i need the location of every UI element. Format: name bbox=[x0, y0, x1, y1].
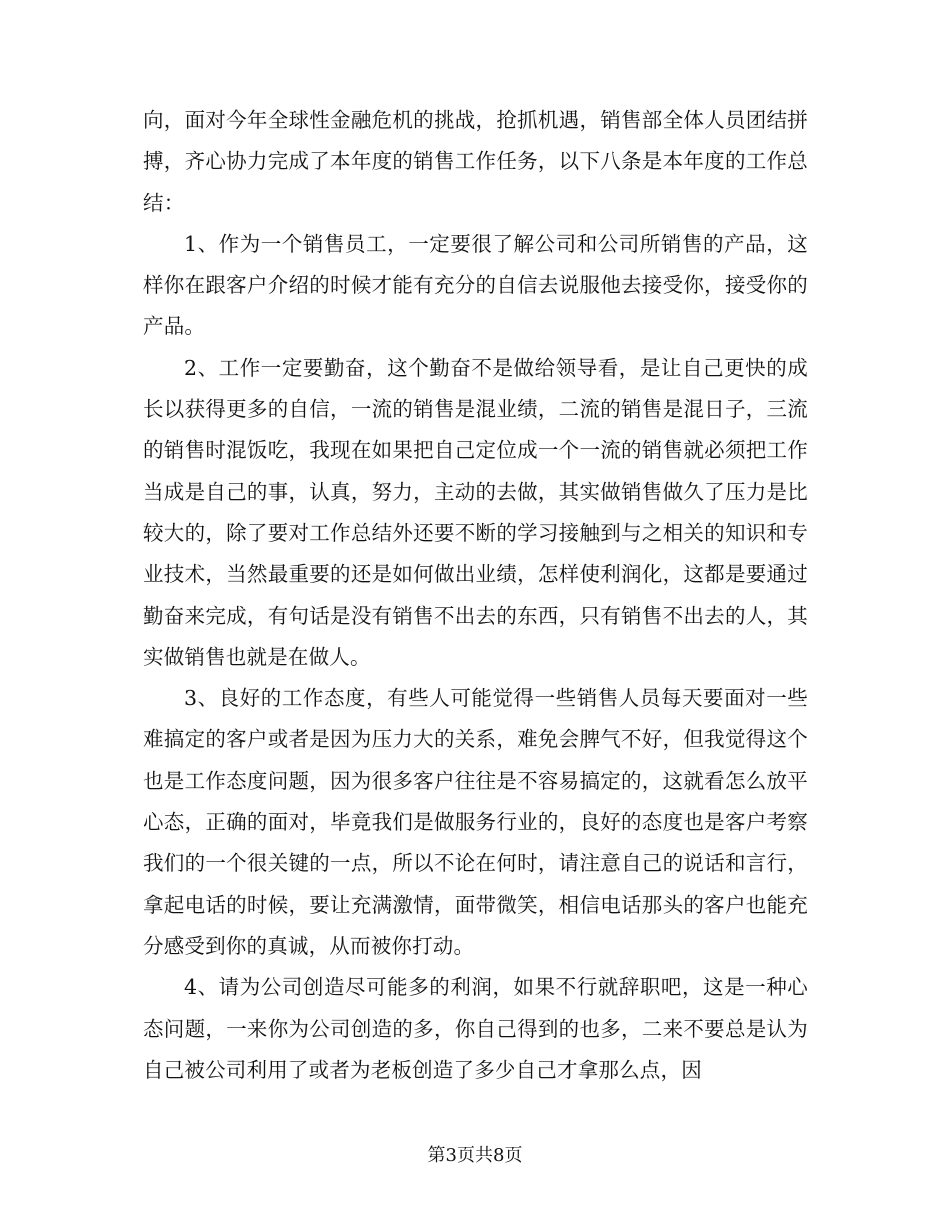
paragraph-point-4: 4、请为公司创造尽可能多的利润，如果不行就辞职吧，这是一种心态问题，一来你为公司创造的多，你自己得到的也多，二来不要总是认为自己被公司利用了或者为老板创造了多少自己才拿那么点，因 bbox=[143, 975, 808, 1082]
paragraph-point-3: 3、良好的工作态度，有些人可能觉得一些销售人员每天要面对一些难搞定的客户或者是因为压力大的关系，难免会脾气不好，但我觉得这个也是工作态度问题，因为很多客户往往是不容易搞定的，这就看怎么放平心态，正确的面对，毕竟我们是做服务行业的，良好的态度也是客户考察我们的一个很关键的一点，所以不论在何时，请注意自己的说话和言行，拿起电话的时候，要让充满激情，面带微笑，相信电话那头的客户也能充分感受到你的真诚，从而被你打动。 bbox=[143, 686, 808, 958]
page-number-footer: 第3页共8页 bbox=[427, 1145, 523, 1166]
paragraph-point-1: 1、作为一个销售员工，一定要很了解公司和公司所销售的产品，这样你在跟客户介绍的时候才能有充分的自信去说服他去接受你，接受你的产品。 bbox=[143, 231, 808, 339]
paragraph-point-2: 2、工作一定要勤奋，这个勤奋不是做给领导看，是让自己更快的成长以获得更多的自信，一流的销售是混业绩，二流的销售是混日子，三流的销售时混饭吃，我现在如果把自己定位成一个一流的销售就必须把工作当成是自己的事，认真，努力，主动的去做，其实做销售做久了压力是比较大的，除了要对工作总结外还要不断的学习接触到与之相关的知识和专业技术，当然最重要的还是如何做出业绩，怎样使利润化，这都是要通过勤奋来完成，有句话是没有销售不出去的东西，只有销售不出去的人，其实做销售也就是在做人。 bbox=[143, 355, 808, 669]
document-body bbox=[143, 100, 808, 1091]
paragraph-intro-continuation: 向，面对今年全球性金融危机的挑战，抢抓机遇，销售部全体人员团结拼搏，齐心协力完成了本年度的销售工作任务，以下八条是本年度的工作总结： bbox=[143, 108, 808, 215]
